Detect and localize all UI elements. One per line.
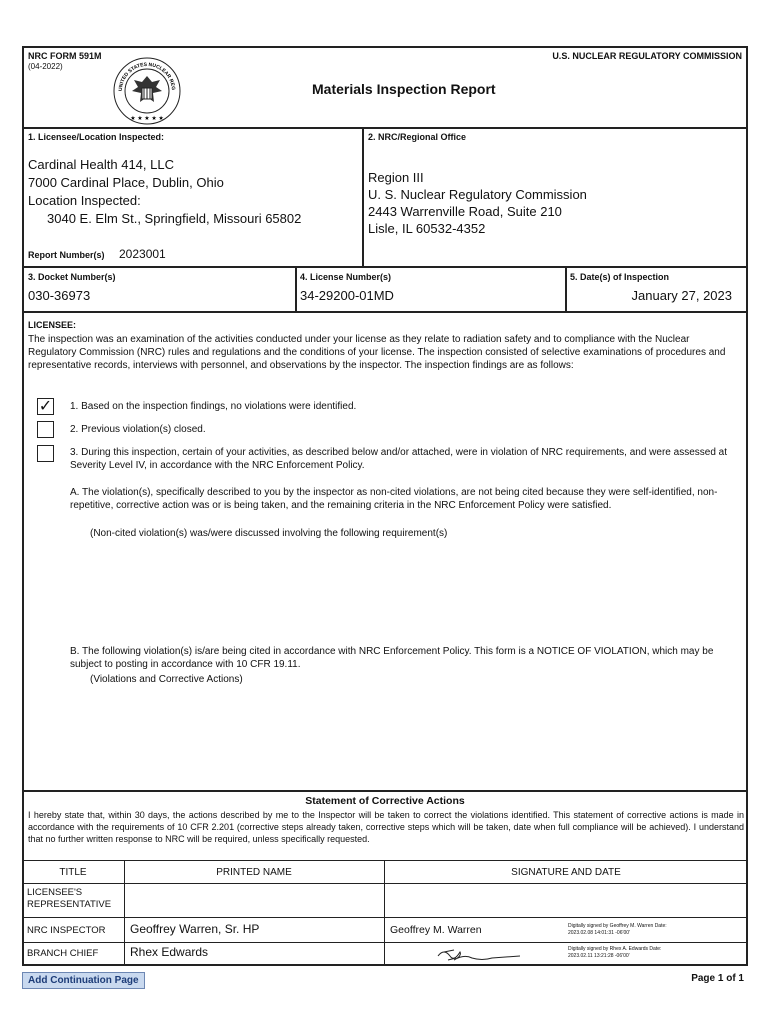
row-chief-digital-stamp[interactable]: Digitally signed by Rhex A. Edwards Date: 2023.02.11 13:21:28 -06'00' xyxy=(568,946,662,959)
license-number-label: 4. License Number(s) xyxy=(300,272,392,282)
region-agency: U. S. Nuclear Regulatory Commission xyxy=(368,187,587,202)
report-number[interactable]: 2023001 xyxy=(119,247,166,261)
agency-name: U.S. NUCLEAR REGULATORY COMMISSION xyxy=(552,51,742,61)
row-licensee-signature[interactable] xyxy=(390,890,740,912)
item-b-note: (Violations and Corrective Actions) xyxy=(90,674,243,685)
nrc-seal-icon xyxy=(112,56,182,126)
svg-text:★ ★ ★ ★ ★: ★ ★ ★ ★ ★ xyxy=(130,116,164,122)
finding-2-text: 2. Previous violation(s) closed. xyxy=(70,424,206,435)
inspection-date[interactable]: January 27, 2023 xyxy=(631,288,732,303)
item-b-text: B. The following violation(s) is/are being cited in accordance with NRC Enforcement Policy. This form is a NOTICE OF VIOLATION, which may be subject to posting in accordance with 10 CFR 19.11. xyxy=(70,646,714,670)
add-continuation-page-button[interactable]: Add Continuation Page xyxy=(22,972,145,989)
form-id: NRC FORM 591M xyxy=(28,51,102,61)
finding-1-checkbox[interactable]: ✓ xyxy=(38,398,53,415)
col-signature-header: SIGNATURE AND DATE xyxy=(511,867,621,878)
divider xyxy=(295,266,297,312)
row-inspector-signer: Geoffrey M. Warren xyxy=(390,924,482,936)
licensee-address: 7000 Cardinal Place, Dublin, Ohio xyxy=(28,175,224,190)
inspection-date-label: 5. Date(s) of Inspection xyxy=(570,272,670,282)
divider xyxy=(22,127,748,129)
divider xyxy=(22,790,748,792)
licensee-name: Cardinal Health 414, LLC xyxy=(28,157,174,172)
row-licensee-name[interactable] xyxy=(130,890,380,912)
row-chief-title: BRANCH CHIEF xyxy=(27,948,99,959)
region-city: Lisle, IL 60532-4352 xyxy=(368,221,486,236)
divider xyxy=(22,942,748,943)
col-name-header: PRINTED NAME xyxy=(216,867,292,878)
finding-3-checkbox[interactable] xyxy=(37,445,54,462)
statement-heading: Statement of Corrective Actions xyxy=(305,795,465,807)
licensee-location-label: 1. Licensee/Location Inspected: xyxy=(28,132,165,142)
divider xyxy=(22,860,748,861)
page-number: Page 1 of 1 xyxy=(691,973,744,984)
divider xyxy=(22,266,748,268)
divider xyxy=(565,266,567,312)
divider xyxy=(362,127,364,267)
statement-text: I hereby state that, within 30 days, the actions described by me to the Inspector will be taken to correct the violations identified. This statement of corrective actions is made in accordance with the requirements of 10 CFR 2.201 (corrective steps already taken, corrective steps which will be taken, date when full compliance will be achieved). I understand that no further written response to NRC will be required, unless specifically requested. xyxy=(28,810,744,844)
finding-1-text: 1. Based on the inspection findings, no violations were identified. xyxy=(70,401,357,412)
divider xyxy=(22,311,748,313)
report-number-label: Report Number(s) xyxy=(28,250,105,260)
svg-text:UNITED STATES NUCLEAR REGULATO: UNITED STATES NUCLEAR REG xyxy=(117,61,177,92)
finding-3-text: 3. During this inspection, certain of your activities, as described below and/or attached, were in violation of NRC requirements, and were assessed at Severity Level IV, in accordance with the NRC Enforcement Policy. xyxy=(70,447,728,471)
location-inspected-address: 3040 E. Elm St., Springfield, Missouri 65802 xyxy=(47,211,302,226)
chief-handwritten-signature-icon xyxy=(430,944,540,964)
row-inspector-name[interactable]: Geoffrey Warren, Sr. HP xyxy=(130,922,260,936)
row-chief-name[interactable]: Rhex Edwards xyxy=(130,945,209,959)
page-title: Materials Inspection Report xyxy=(312,81,496,97)
row-inspector-digital-stamp[interactable]: Digitally signed by Geoffrey M. Warren Date: 2023.02.08 14:01:31 -06'00' xyxy=(568,923,667,936)
region-name: Region III xyxy=(368,170,424,185)
divider xyxy=(22,883,748,884)
location-inspected-label: Location Inspected: xyxy=(28,193,141,208)
row-inspector-title: NRC INSPECTOR xyxy=(27,925,106,936)
licensee-heading: LICENSEE: xyxy=(28,320,77,330)
col-title-header: TITLE xyxy=(59,867,87,878)
finding-2-checkbox[interactable] xyxy=(37,421,54,438)
inspection-intro: The inspection was an examination of the activities conducted under your license as they relate to radiation safety and to compliance with the Nuclear Regulatory Commission (NRC) rules and regulations and the conditions of your license. The inspection consisted of selective examinations of procedures and representative records, interviews with personnel, and observations by the inspector. The inspection findings are as follows: xyxy=(28,334,726,371)
row-licensee-title: LICENSEE'S REPRESENTATIVE xyxy=(27,887,112,910)
form-date: (04-2022) xyxy=(28,62,63,71)
regional-office-label: 2. NRC/Regional Office xyxy=(368,132,467,142)
license-number[interactable]: 34-29200-01MD xyxy=(300,288,394,303)
docket-number-label: 3. Docket Number(s) xyxy=(28,272,116,282)
region-address: 2443 Warrenville Road, Suite 210 xyxy=(368,204,562,219)
item-a-note: (Non-cited violation(s) was/were discussed involving the following requirement(s) xyxy=(90,528,448,539)
divider xyxy=(22,917,748,918)
item-a-text: A. The violation(s), specifically described to you by the inspector as non-cited violations, are not being cited because they were self-identified, non-repetitive, corrective action was or is being taken, and the remaining criteria in the NRC Enforcement Policy were satisfied. xyxy=(70,487,718,511)
docket-number[interactable]: 030-36973 xyxy=(28,288,91,303)
